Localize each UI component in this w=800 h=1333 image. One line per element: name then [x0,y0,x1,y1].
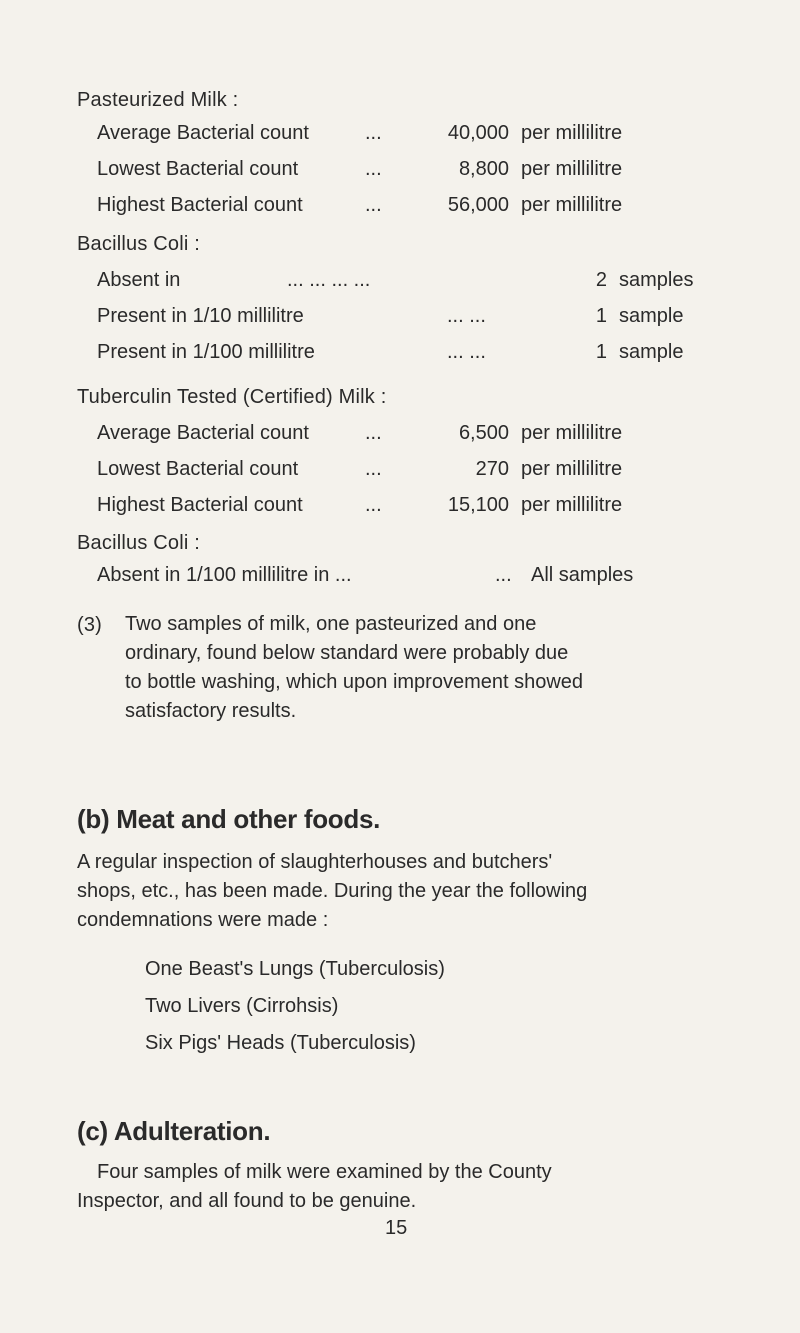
note-line: ordinary, found below standard were probably due [125,642,569,664]
tuberculin-heading: Tuberculin Tested (Certified) Milk : [77,386,387,408]
pasteurized-row [97,157,737,181]
row-label: Highest Bacterial count [97,194,303,216]
row-dots: ... ... ... ... [287,269,371,291]
row-unit: per millilitre [521,458,623,480]
row-value: 2 [595,269,607,291]
row-label: Average Bacterial count [97,122,309,144]
row-dots: ... [365,494,382,516]
condemnation-item: Two Livers (Cirrohsis) [145,995,339,1017]
meat-paragraph [77,848,737,935]
adulteration-paragraph [77,1158,737,1216]
row-unit: sample [619,305,684,327]
meat-line: A regular inspection of slaughterhouses and butchers' [77,851,553,873]
pasteurized-heading: Pasteurized Milk : [77,89,239,111]
note-line: satisfactory results. [125,700,297,722]
row-dots: ... [365,422,382,444]
row-value: 1 [595,341,607,363]
row-dots: ... ... [447,341,486,363]
note-line: Two samples of milk, one pasteurized and one [125,613,537,635]
row-value: All samples [531,564,634,586]
row-value: 1 [595,305,607,327]
pasteurized-row [97,121,737,145]
row-unit: per millilitre [521,422,623,444]
row-label: Absent in [97,269,181,291]
row-label: Lowest Bacterial count [97,458,299,480]
row-unit: per millilitre [521,494,623,516]
row-dots: ... ... [447,305,486,327]
row-label: Lowest Bacterial count [97,158,299,180]
row-unit: sample [619,341,684,363]
note-line: to bottle washing, which upon improvement showed [125,671,584,693]
pasteurized-coli-heading: Bacillus Coli : [77,233,201,255]
row-unit: per millilitre [521,122,623,144]
note-paragraph [125,610,725,726]
row-unit: per millilitre [521,158,623,180]
coli-row [97,563,737,587]
coli-row [97,304,737,328]
tuberculin-row [97,457,737,481]
row-dots: ... [365,122,382,144]
adulteration-title: (c) Adulteration. [77,1116,271,1146]
meat-title: (b) Meat and other foods. [77,804,381,834]
row-value: 56,000 [447,194,509,216]
row-unit: per millilitre [521,194,623,216]
row-label: Absent in 1/100 millilitre in ... [97,564,352,586]
row-label: Average Bacterial count [97,422,309,444]
row-value: 15,100 [447,494,509,516]
note-number: (3) [77,614,103,636]
row-label: Present in 1/100 millilitre [97,341,315,363]
coli-row [97,340,737,364]
coli-row [97,268,737,292]
row-label: Highest Bacterial count [97,494,303,516]
row-value: 6,500 [458,422,509,444]
condemnation-item: One Beast's Lungs (Tuberculosis) [145,958,445,980]
row-value: 40,000 [447,122,509,144]
tuberculin-row [97,493,737,517]
condemnation-item: Six Pigs' Heads (Tuberculosis) [145,1032,416,1054]
tuberculin-coli-heading: Bacillus Coli : [77,532,201,554]
adulteration-line: Four samples of milk were examined by the County [97,1161,552,1183]
meat-line: shops, etc., has been made. During the year the following [77,880,588,902]
row-label: Present in 1/10 millilitre [97,305,304,327]
pasteurized-row [97,193,737,217]
meat-line: condemnations were made : [77,909,329,931]
row-dots: ... [495,564,512,586]
row-dots: ... [365,458,382,480]
row-value: 8,800 [458,158,509,180]
page-number: 15 [385,1217,408,1239]
row-dots: ... [365,194,382,216]
row-dots: ... [365,158,382,180]
tuberculin-row [97,421,737,445]
row-value: 270 [475,458,509,480]
adulteration-line: Inspector, and all found to be genuine. [77,1190,417,1212]
row-unit: samples [619,269,694,291]
